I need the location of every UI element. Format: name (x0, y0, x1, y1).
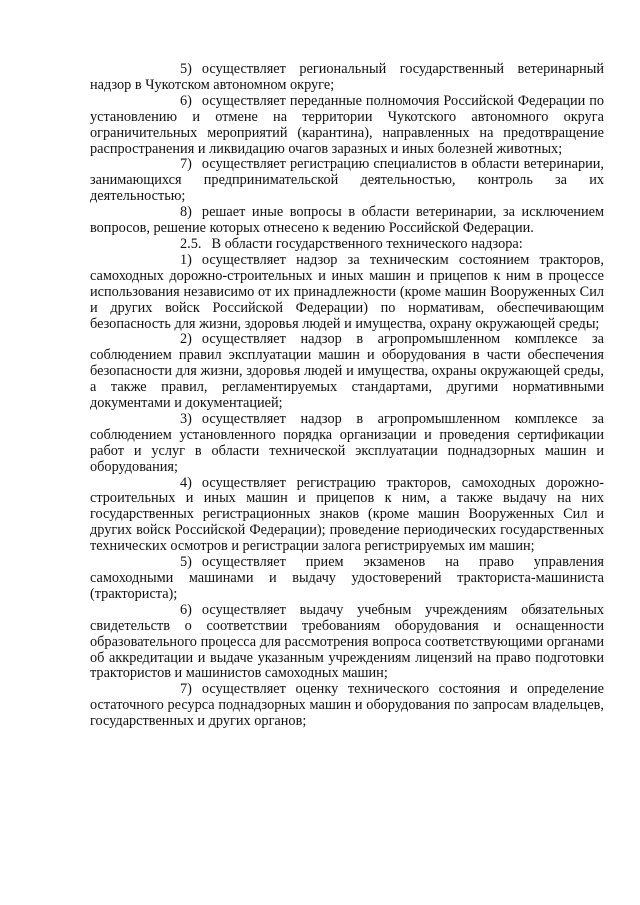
paragraph-number: 2.5. (180, 235, 202, 252)
paragraph-text: осуществляет надзор за техническим состоянием тракторов, самоходных дорожно-строительных и иных машин и прицепов к ним в процессе использования независимо от их принадлежности (кроме машин Вооруженных Сил и других войск Российской Федерации) по нормативам, обеспечивающим безопасность для жизни, здоровья людей и имущества, охрану окружающей среды; (90, 251, 604, 332)
paragraph-text: осуществляет оценку технического состояния и определение остаточного ресурса поднадзорных машин и оборудования по запросам владельцев, государственных и других органов; (90, 681, 604, 730)
paragraph (90, 253, 604, 333)
paragraph (90, 412, 604, 476)
paragraph (90, 62, 604, 94)
paragraph-number: 1) (180, 251, 192, 268)
paragraph-number: 5) (180, 61, 192, 77)
paragraph-text: осуществляет переданные полномочия Российской Федерации по установлению и отмене на территории Чукотского автономного округа ограничительных мероприятий (карантина), направленных на предотвращение распространения и ликвидацию очагов заразных и иных болезней животных; (90, 92, 604, 157)
paragraph (90, 332, 604, 412)
paragraph-text: осуществляет надзор в агропромышленном комплексе за соблюдением установленного порядка организации и проведения сертификации работ и услуг в области технической эксплуатации поднадзорных машин и оборудования; (90, 410, 604, 475)
paragraph (90, 237, 604, 253)
paragraph (90, 157, 604, 205)
paragraph (90, 682, 604, 730)
document-body (90, 62, 604, 730)
paragraph-text: осуществляет региональный государственный ветеринарный надзор в Чукотском автономном округе; (90, 61, 604, 93)
paragraph-number: 8) (180, 204, 192, 221)
paragraph (90, 603, 604, 683)
paragraph-number: 3) (180, 410, 192, 427)
paragraph-text: осуществляет регистрацию тракторов, самоходных дорожно-строительных и иных машин и прицепов к ним, а также выдачу на них государственных регистрационных знаков (кроме машин Вооруженных Сил и других войск Российской Федерации); проведение периодических государственных технических осмотров и регистрации залога регистрируемых им машин; (90, 474, 604, 555)
paragraph (90, 555, 604, 603)
paragraph-text: осуществляет выдачу учебным учреждениям обязательных свидетельств о соответствии требованиям оборудования и оснащенности образовательного процесса для рассмотрения вопроса соответствующими органами об аккредитации и выдаче указанным учреждениям лицензий на право подготовки трактористов и машинистов самоходных машин; (90, 601, 604, 682)
paragraph-text: осуществляет прием экзаменов на право управления самоходными машинами и выдачу удостоверений тракториста-машиниста (тракториста); (90, 554, 604, 602)
paragraph-text: В области государственного технического надзора: (211, 235, 523, 252)
paragraph-number: 6) (180, 92, 192, 109)
paragraph-number: 5) (180, 554, 192, 571)
paragraph-number: 4) (180, 474, 192, 491)
paragraph (90, 476, 604, 556)
paragraph-number: 7) (180, 681, 192, 698)
paragraph (90, 94, 604, 158)
paragraph-number: 6) (180, 601, 192, 618)
paragraph-text: осуществляет надзор в агропромышленном комплексе за соблюдением правил эксплуатации машин и оборудования в части обеспечения безопасности для жизни, здоровья людей и имущества, охраны окружающей среды, а также правил, регламентируемых стандартами, другими нормативными документами и документацией; (90, 331, 604, 412)
paragraph-text: осуществляет регистрацию специалистов в области ветеринарии, занимающихся предпринимательской деятельностью, контроль за их деятельностью; (90, 156, 604, 205)
paragraph-text: решает иные вопросы в области ветеринарии, за исключением вопросов, решение которых отнесено к ведению Российской Федерации. (90, 204, 604, 237)
paragraph (90, 205, 604, 237)
paragraph-number: 2) (180, 331, 192, 348)
paragraph-number: 7) (180, 156, 192, 173)
